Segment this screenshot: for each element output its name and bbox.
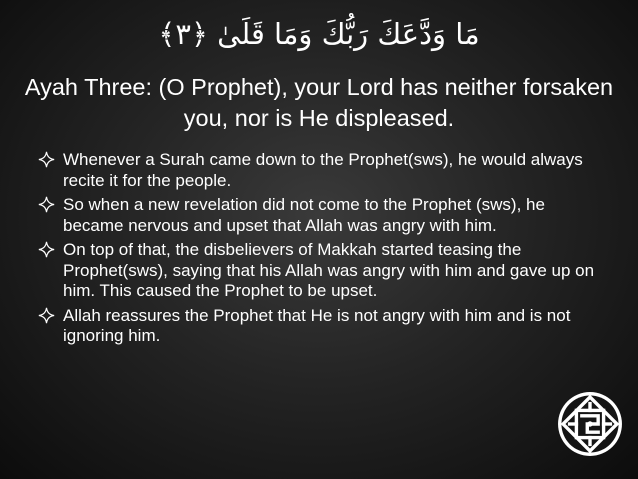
- four-point-star-icon: [38, 151, 55, 168]
- bullet-text: Whenever a Surah came down to the Prophet(sws), he would always recite it for the people.: [63, 150, 583, 190]
- bullet-text: On top of that, the disbelievers of Makkah started teasing the Prophet(sws), saying that his Allah was angry with him and gave up on him. This caused the Prophet to be upset.: [63, 240, 595, 300]
- four-point-star-icon: [38, 196, 55, 213]
- bullet-item: [38, 195, 608, 236]
- bullet-item: [38, 306, 608, 347]
- four-point-star-icon: [38, 241, 55, 258]
- bullet-item: [38, 150, 608, 191]
- bullet-text: So when a new revelation did not come to the Prophet (sws), he became nervous and upset that Allah was angry with him.: [63, 195, 545, 235]
- slide-heading: Ayah Three: (O Prophet), your Lord has neither forsaken you, nor is He displeased.: [24, 74, 614, 131]
- bullet-list: [38, 150, 608, 351]
- arabic-verse: مَا وَدَّعَكَ رَبُّكَ وَمَا قَلَىٰ ﴿٣﴾: [158, 17, 480, 51]
- calligraphy-logo-icon: [556, 390, 624, 458]
- bullet-item: [38, 240, 608, 302]
- four-point-star-icon: [38, 307, 55, 324]
- bullet-text: Allah reassures the Prophet that He is not angry with him and is not ignoring him.: [63, 305, 571, 345]
